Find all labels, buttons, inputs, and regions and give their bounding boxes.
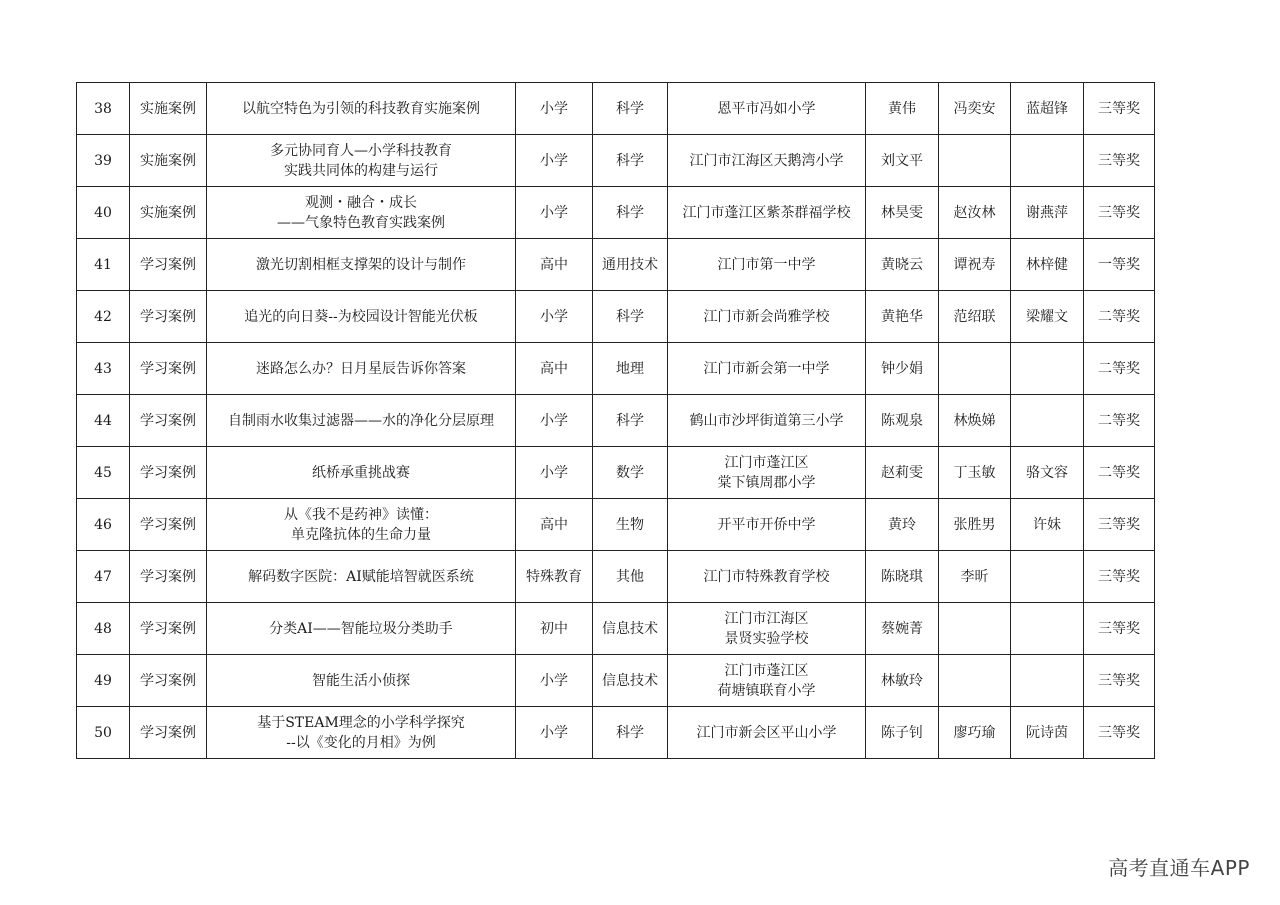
cell-category: 学习案例 [130,603,207,655]
cell-title [207,707,516,759]
cell-title-line: 迷路怎么办？日月星辰告诉你答案 [256,360,466,377]
cell-category: 实施案例 [130,83,207,135]
cell-author-2 [939,603,1011,655]
cell-stage: 小学 [516,447,593,499]
cell-author-3: 蓝超锋 [1011,83,1084,135]
cell-number: 45 [77,447,130,499]
cell-author-2 [939,655,1011,707]
cell-school-line: 江门市蓬江区 [724,662,809,679]
cell-author-3: 林梓健 [1011,239,1084,291]
cell-title [207,239,516,291]
cell-school [668,655,866,707]
table-row [77,395,1155,447]
cell-author-3 [1011,551,1084,603]
cell-school [668,447,866,499]
cell-title [207,83,516,135]
cell-title [207,499,516,551]
cell-award: 三等奖 [1084,187,1155,239]
cell-number: 50 [77,707,130,759]
cell-stage: 高中 [516,499,593,551]
cell-title [207,655,516,707]
cell-author-3 [1011,343,1084,395]
cell-school [668,135,866,187]
cell-stage: 特殊教育 [516,551,593,603]
cell-category: 实施案例 [130,187,207,239]
cell-title-line: --以《变化的月相》为例 [286,734,436,751]
table-row [77,187,1155,239]
cell-school [668,239,866,291]
cell-subject: 科学 [593,291,668,343]
cell-author-1: 蔡婉菁 [866,603,939,655]
table-row [77,291,1155,343]
cell-category: 学习案例 [130,655,207,707]
cell-stage: 小学 [516,135,593,187]
cell-number: 44 [77,395,130,447]
cell-category: 学习案例 [130,395,207,447]
cell-category: 学习案例 [130,551,207,603]
cell-number: 49 [77,655,130,707]
cell-number: 41 [77,239,130,291]
cell-school [668,187,866,239]
cell-school-line: 江门市新会尚雅学校 [703,308,830,325]
cell-author-3 [1011,135,1084,187]
cell-title-line: 单克隆抗体的生命力量 [291,526,431,543]
cell-school-line: 江门市江海区天鹅湾小学 [689,152,844,169]
cell-author-1: 陈晓琪 [866,551,939,603]
table-row [77,655,1155,707]
cell-author-2: 赵汝林 [939,187,1011,239]
cell-title [207,291,516,343]
cell-author-3 [1011,603,1084,655]
table-body [77,83,1155,759]
cell-author-2: 李昕 [939,551,1011,603]
cell-author-1: 黄伟 [866,83,939,135]
cell-author-2: 丁玉敏 [939,447,1011,499]
cell-school-line: 江门市特殊教育学校 [703,568,830,585]
cell-category: 学习案例 [130,343,207,395]
cell-school [668,395,866,447]
cell-author-1: 刘文平 [866,135,939,187]
cell-author-1: 黄玲 [866,499,939,551]
table-row [77,499,1155,551]
table-row [77,603,1155,655]
cell-category: 学习案例 [130,707,207,759]
cell-stage: 小学 [516,655,593,707]
cell-title [207,447,516,499]
cell-title [207,187,516,239]
cell-school-line: 江门市江海区 [724,610,809,627]
cell-title-line: 智能生活小侦探 [312,672,410,689]
cell-school-line: 景贤实验学校 [724,630,809,647]
cell-school-line: 江门市蓬江区紫茶群福学校 [682,204,851,221]
cell-author-1: 林昊雯 [866,187,939,239]
cell-author-1: 赵莉雯 [866,447,939,499]
awards-table [76,82,1155,759]
watermark: 高考直通车APP [1108,856,1250,880]
cell-author-2 [939,343,1011,395]
cell-author-2: 张胜男 [939,499,1011,551]
cell-author-1: 陈子钊 [866,707,939,759]
cell-author-1: 黄晓云 [866,239,939,291]
table-row [77,135,1155,187]
cell-number: 40 [77,187,130,239]
cell-school [668,603,866,655]
cell-title-line: 分类AI——智能垃圾分类助手 [269,620,453,637]
cell-author-1: 黄艳华 [866,291,939,343]
cell-title-line: 以航空特色为引领的科技教育实施案例 [242,100,480,117]
table-row [77,707,1155,759]
cell-award: 二等奖 [1084,395,1155,447]
cell-stage: 小学 [516,291,593,343]
cell-subject: 数学 [593,447,668,499]
cell-stage: 高中 [516,239,593,291]
cell-subject: 科学 [593,187,668,239]
cell-category: 学习案例 [130,291,207,343]
cell-number: 42 [77,291,130,343]
cell-award: 三等奖 [1084,707,1155,759]
cell-title-line: 观测・融合・成长 [305,194,417,211]
cell-title-line: 追光的向日葵--为校园设计智能光伏板 [244,308,478,325]
cell-number: 38 [77,83,130,135]
cell-subject: 通用技术 [593,239,668,291]
cell-award: 二等奖 [1084,343,1155,395]
cell-school-line: 江门市第一中学 [717,256,816,273]
cell-author-1: 陈观泉 [866,395,939,447]
cell-award: 三等奖 [1084,135,1155,187]
cell-author-2: 林焕娣 [939,395,1011,447]
cell-title [207,603,516,655]
cell-stage: 高中 [516,343,593,395]
cell-school-line: 开平市开侨中学 [717,516,816,533]
cell-title-line: 实践共同体的构建与运行 [284,162,438,179]
cell-subject: 科学 [593,395,668,447]
cell-stage: 小学 [516,707,593,759]
cell-subject: 信息技术 [593,603,668,655]
cell-school [668,551,866,603]
cell-author-3: 阮诗茵 [1011,707,1084,759]
table-row [77,343,1155,395]
cell-author-3: 骆文容 [1011,447,1084,499]
cell-author-3: 梁耀文 [1011,291,1084,343]
cell-author-2: 廖巧瑜 [939,707,1011,759]
cell-author-3 [1011,395,1084,447]
cell-award: 三等奖 [1084,603,1155,655]
cell-title-line: 从《我不是药神》读懂： [284,506,438,523]
cell-category: 实施案例 [130,135,207,187]
cell-author-3 [1011,655,1084,707]
cell-award: 二等奖 [1084,291,1155,343]
cell-award: 三等奖 [1084,655,1155,707]
cell-school-line: 鹤山市沙坪街道第三小学 [689,412,844,429]
cell-author-2: 范绍联 [939,291,1011,343]
cell-title-line: 纸桥承重挑战赛 [312,464,410,481]
cell-category: 学习案例 [130,239,207,291]
cell-stage: 小学 [516,395,593,447]
cell-award: 三等奖 [1084,83,1155,135]
cell-subject: 生物 [593,499,668,551]
cell-award: 二等奖 [1084,447,1155,499]
cell-author-2: 谭祝寿 [939,239,1011,291]
cell-number: 47 [77,551,130,603]
cell-title [207,135,516,187]
cell-school [668,343,866,395]
cell-school-line: 江门市新会区平山小学 [696,724,837,741]
cell-school-line: 荷塘镇联育小学 [717,682,816,699]
cell-author-1: 钟少娟 [866,343,939,395]
cell-school [668,499,866,551]
cell-title [207,343,516,395]
cell-award: 三等奖 [1084,551,1155,603]
cell-author-3: 谢燕萍 [1011,187,1084,239]
cell-title [207,551,516,603]
table-row [77,239,1155,291]
cell-subject: 地理 [593,343,668,395]
cell-author-3: 许妹 [1011,499,1084,551]
cell-number: 43 [77,343,130,395]
cell-school [668,83,866,135]
cell-subject: 信息技术 [593,655,668,707]
cell-author-2 [939,135,1011,187]
cell-stage: 初中 [516,603,593,655]
cell-title-line: 多元协同育人—小学科技教育 [270,142,452,159]
cell-category: 学习案例 [130,447,207,499]
cell-school-line: 恩平市冯如小学 [717,100,816,117]
cell-school-line: 江门市蓬江区 [724,454,809,471]
cell-subject: 科学 [593,707,668,759]
cell-number: 48 [77,603,130,655]
cell-subject: 科学 [593,135,668,187]
cell-number: 46 [77,499,130,551]
cell-stage: 小学 [516,83,593,135]
cell-title-line: ——气象特色教育实践案例 [277,214,445,231]
cell-award: 一等奖 [1084,239,1155,291]
cell-subject: 其他 [593,551,668,603]
cell-author-2: 冯奕安 [939,83,1011,135]
table-row [77,551,1155,603]
cell-author-1: 林敏玲 [866,655,939,707]
table-row [77,447,1155,499]
cell-award: 三等奖 [1084,499,1155,551]
cell-subject: 科学 [593,83,668,135]
cell-stage: 小学 [516,187,593,239]
cell-category: 学习案例 [130,499,207,551]
cell-title-line: 激光切割相框支撑架的设计与制作 [256,256,466,273]
cell-school [668,291,866,343]
cell-title [207,395,516,447]
cell-title-line: 自制雨水收集过滤器——水的净化分层原理 [228,412,494,429]
cell-school-line: 江门市新会第一中学 [703,360,830,377]
cell-school-line: 棠下镇周郡小学 [717,474,816,491]
cell-number: 39 [77,135,130,187]
cell-school [668,707,866,759]
cell-title-line: 解码数字医院：AI赋能培智就医系统 [248,568,474,585]
table-row [77,83,1155,135]
cell-title-line: 基于STEAM理念的小学科学探究 [257,714,465,731]
